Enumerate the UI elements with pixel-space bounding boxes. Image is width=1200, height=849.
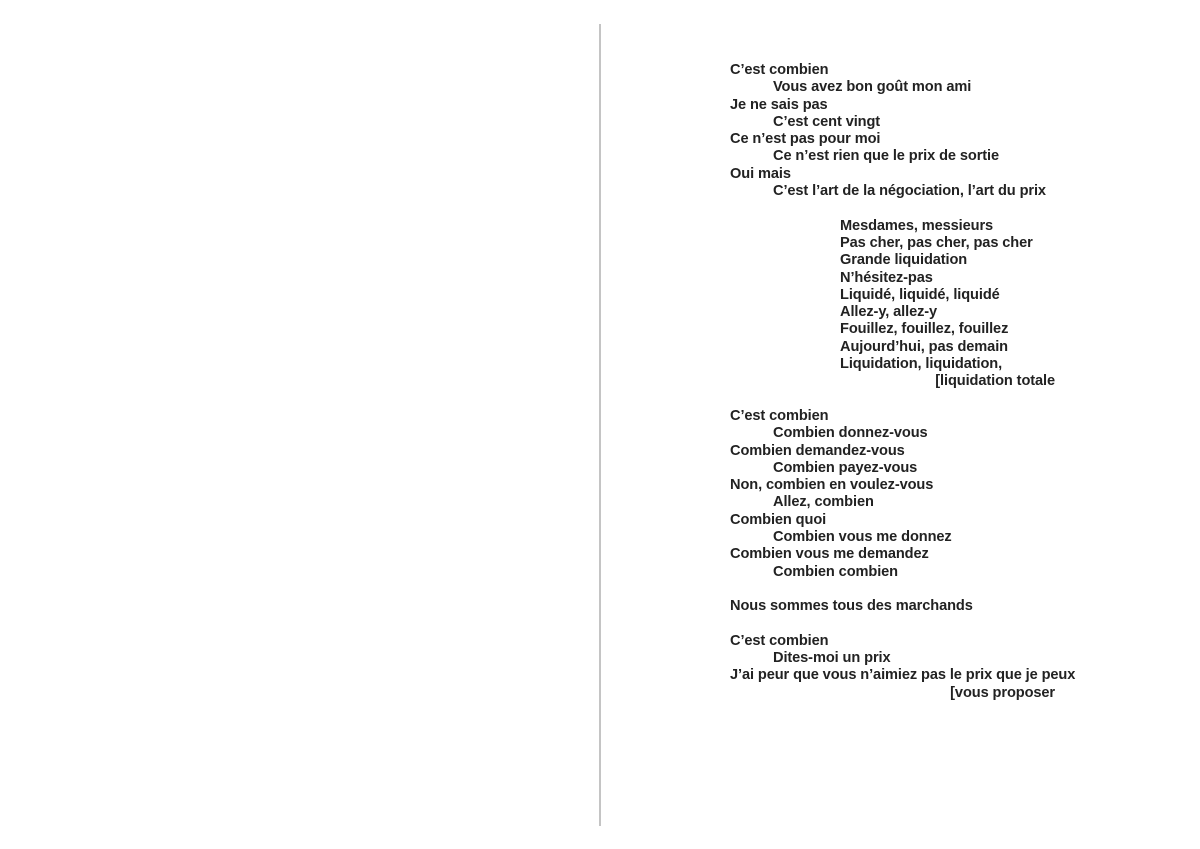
poem-line: Dites-moi un prix — [773, 650, 891, 667]
stanza-4 — [730, 598, 1090, 615]
poem-line: Nous sommes tous des marchands — [730, 598, 973, 615]
poem-line: Combien vous me demandez — [730, 546, 929, 563]
poem-line: Non, combien en voulez-vous — [730, 477, 934, 494]
poem-line: Mesdames, messieurs — [840, 217, 994, 234]
poem-line: C’est combien — [730, 632, 829, 649]
left-page-blank — [0, 0, 599, 849]
poem-line: C’est combien — [730, 62, 829, 78]
poem-line: Pas cher, pas cher, pas cher — [840, 234, 1033, 251]
poem-line: Liquidation, liquidation, — [840, 356, 1003, 373]
poem-line: N’hésitez-pas — [840, 269, 933, 286]
poem-line: Grande liquidation — [840, 252, 968, 269]
poem-line: C’est l’art de la négociation, l’art du prix — [773, 183, 1046, 200]
poem-line: J’ai peur que vous n’aimiez pas le prix que je peux — [730, 667, 1076, 684]
poem-line: Aujourd’hui, pas demain — [840, 338, 1008, 355]
poem-line: Combien donnez-vous — [773, 425, 928, 442]
poem-line: Combien demandez-vous — [730, 442, 905, 459]
stanza-2 — [730, 218, 1090, 391]
poem-line: C’est combien — [730, 407, 829, 424]
poem-line: Ce n’est rien que le prix de sortie — [773, 148, 1000, 165]
poem-line: Combien payez-vous — [773, 459, 918, 476]
page-divider — [599, 24, 601, 826]
poem-text — [730, 62, 1090, 719]
poem-line: Fouillez, fouillez, fouillez — [840, 321, 1009, 338]
poem-line: Oui mais — [730, 165, 791, 182]
stanza-1 — [730, 62, 1090, 200]
poem-line: Vous avez bon goût mon ami — [773, 79, 972, 96]
poem-line: C’est cent vingt — [773, 113, 881, 130]
poem-line: Liquidé, liquidé, liquidé — [840, 286, 1000, 303]
poem-line: Allez, combien — [773, 494, 874, 511]
poem-line: Combien vous me donnez — [773, 529, 952, 546]
poem-line-continuation: [vous proposer — [950, 684, 1055, 701]
stanza-5 — [730, 633, 1090, 702]
poem-line: Allez-y, allez-y — [840, 304, 938, 321]
poem-line: Je ne sais pas — [730, 96, 828, 113]
poem-line: Ce n’est pas pour moi — [730, 131, 881, 148]
stanza-3 — [730, 408, 1090, 581]
poem-line-continuation: [liquidation totale — [935, 373, 1055, 390]
poem-line: Combien quoi — [730, 511, 827, 528]
poem-line: Combien combien — [773, 563, 898, 580]
